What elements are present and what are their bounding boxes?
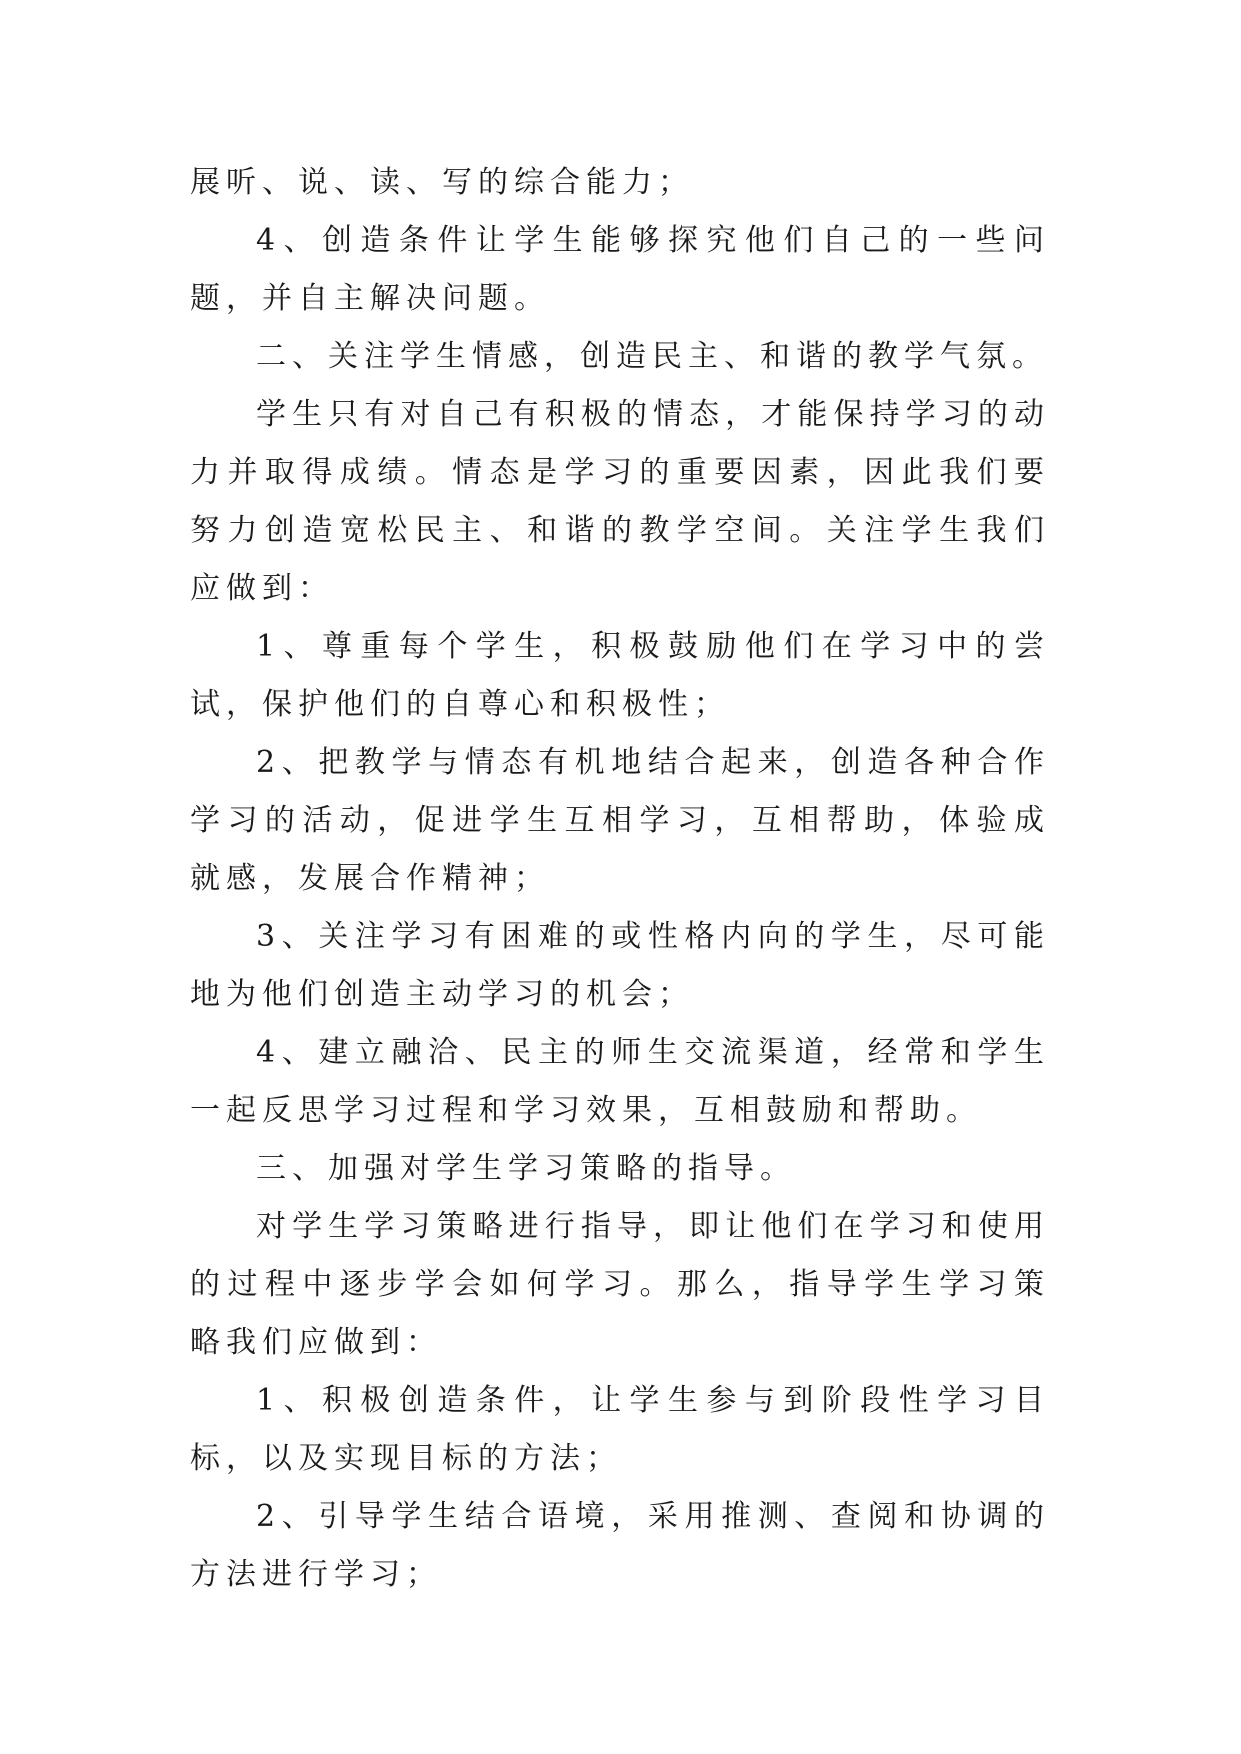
section-heading-3: 三、加强对学生学习策略的指导。 xyxy=(256,1151,796,1186)
list-item-1-respect: 1、尊重每个学生，积极鼓励他们在学习中的尝试，保护他们的自尊心和积极性； xyxy=(190,629,1050,722)
list-item-2-cooperation: 2、把教学与情态有机地结合起来，创造各种合作学习的活动，促进学生互相学习，互相帮助，体验成就感，发展合作精神； xyxy=(190,745,1050,896)
list-item-2-context: 2、引导学生结合语境，采用推测、查阅和协调的方法进行学习； xyxy=(190,1499,1050,1592)
document-body xyxy=(190,154,1050,1604)
paragraph-continued: 展听、说、读、写的综合能力； xyxy=(190,165,694,200)
list-item-4-explore: 4、创造条件让学生能够探究他们自己的一些问题，并自主解决问题。 xyxy=(190,223,1050,316)
list-item-1-goals: 1、积极创造条件，让学生参与到阶段性学习目标，以及实现目标的方法； xyxy=(190,1383,1050,1476)
list-item-3-difficulty: 3、关注学习有困难的或性格内向的学生，尽可能地为他们创造主动学习的机会； xyxy=(190,919,1050,1012)
paragraph-strategy: 对学生学习策略进行指导，即让他们在学习和使用的过程中逐步学会如何学习。那么，指导学生学习策略我们应做到： xyxy=(190,1209,1050,1360)
paragraph-emotion: 学生只有对自己有积极的情态，才能保持学习的动力并取得成绩。情态是学习的重要因素，因此我们要努力创造宽松民主、和谐的教学空间。关注学生我们应做到： xyxy=(190,397,1050,606)
section-heading-2: 二、关注学生情感，创造民主、和谐的教学气氛。 xyxy=(256,339,1048,374)
list-item-4-communication: 4、建立融洽、民主的师生交流渠道，经常和学生一起反思学习过程和学习效果，互相鼓励和帮助。 xyxy=(190,1035,1050,1128)
